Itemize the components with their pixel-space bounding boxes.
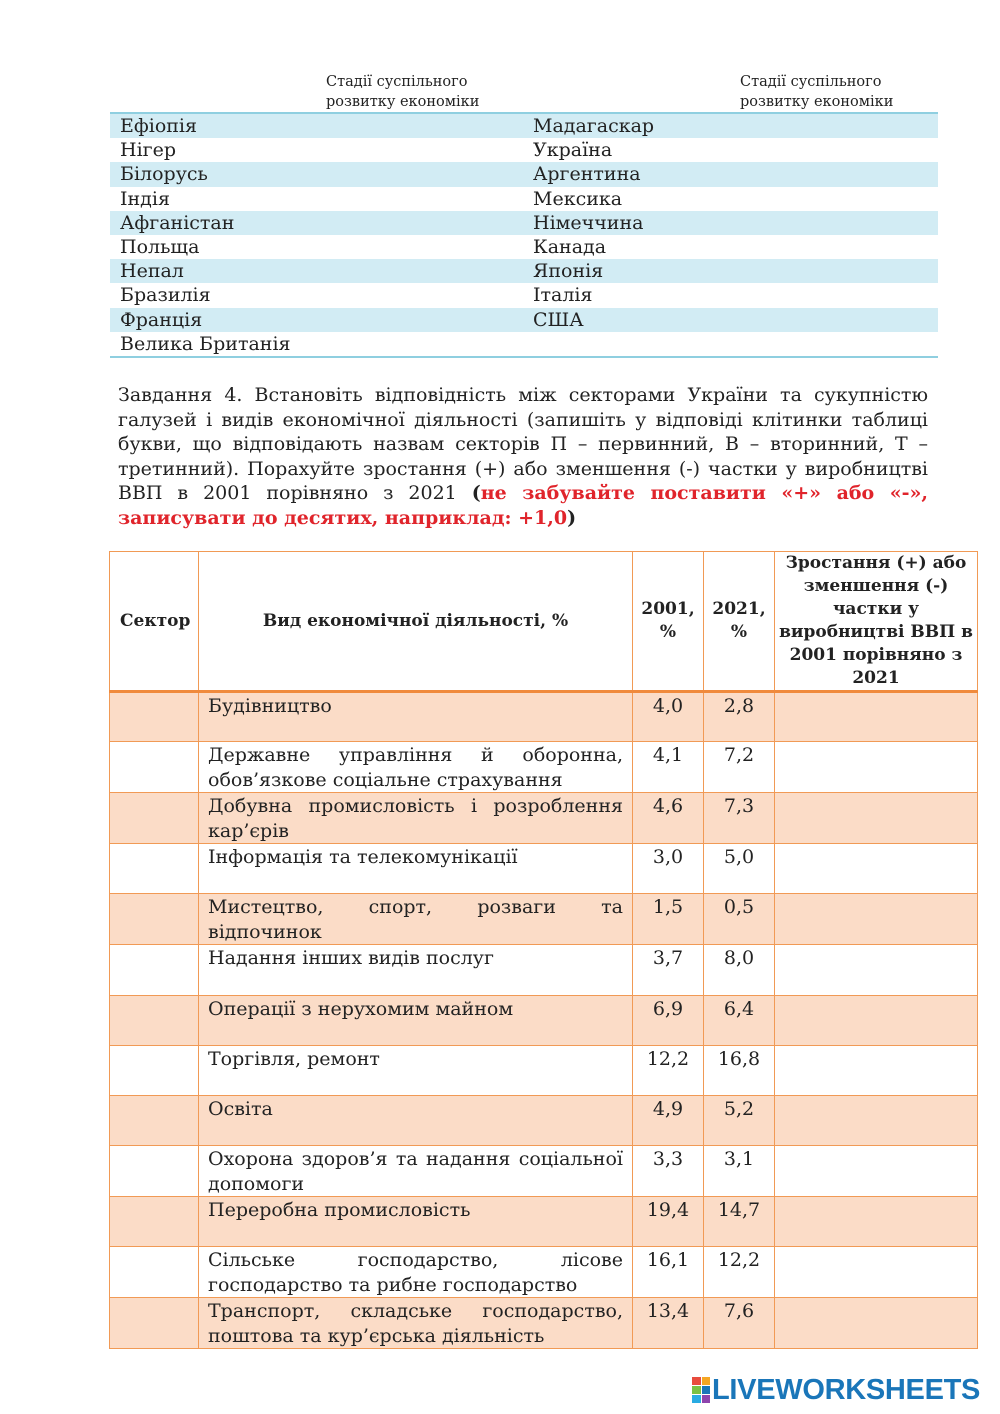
stage-header-right: Стадії суспільного розвитку економіки [740,74,894,110]
value-2001: 6,9 [633,995,704,1045]
country-left: Білорусь [120,163,208,186]
country-right: Німеччина [533,211,644,234]
activity-name: Будівництво [199,692,633,742]
change-answer-cell[interactable] [775,692,978,742]
paren-close: ) [567,506,577,529]
paren-open: ( [471,482,481,505]
divider [110,356,938,358]
header-2001: 2001, % [633,552,704,692]
activity-name: Надання інших видів послуг [199,945,633,995]
country-left: Індія [120,187,170,210]
table-row [110,1247,978,1298]
country-left: Польща [120,235,200,258]
table-row [110,844,978,894]
activity-name: Сільське господарство, лісове господарство та рибне господарство [199,1247,633,1298]
table-row [110,793,978,844]
activity-name: Освіта [199,1095,633,1145]
value-2021: 5,0 [704,844,775,894]
countries-table [110,72,938,358]
country-right: Канада [533,235,607,258]
task-instructions: Завдання 4. Встановіть відповідність між секторами України та сукупністю галузей і видів економічної діяльності (запишіть у відповіді клітинки таблиці букви, що відповідають назвам секторів П – первинний, В – вторинний, Т – третинний). Порахуйте зростання (+) або зменшення (-) частки у виробництві ВВП в 2001 порівняно з 2021 [118,384,928,505]
change-answer-cell[interactable] [775,945,978,995]
country-row [110,162,938,186]
activity-name: Мистецтво, спорт, розваги та відпочинок [199,894,633,945]
sector-answer-cell[interactable] [110,894,199,945]
value-2021: 6,4 [704,995,775,1045]
value-2021: 7,2 [704,742,775,793]
value-2001: 1,5 [633,894,704,945]
logo-square [702,1377,711,1385]
activity-name: Державне управління й оборонна, обов’язкове соціальне страхування [199,742,633,793]
sector-answer-cell[interactable] [110,793,199,844]
country-row [110,211,938,235]
logo-square [692,1377,701,1385]
value-2021: 0,5 [704,894,775,945]
country-left: Велика Британія [120,332,291,355]
country-row [110,235,938,259]
change-answer-cell[interactable] [775,894,978,945]
change-answer-cell[interactable] [775,995,978,1045]
logo-square [692,1386,701,1394]
value-2021: 16,8 [704,1045,775,1095]
value-2021: 3,1 [704,1146,775,1197]
country-row [110,187,938,211]
table-row [110,742,978,793]
activity-name: Інформація та телекомунікації [199,844,633,894]
value-2021: 2,8 [704,692,775,742]
change-answer-cell[interactable] [775,1045,978,1095]
country-right: Аргентина [533,163,641,186]
table-row [110,1146,978,1197]
table-row [110,894,978,945]
activity-name: Добувна промисловість і розроблення кар’єрів [199,793,633,844]
logo-icon [692,1377,710,1403]
logo-square [702,1386,711,1394]
value-2001: 16,1 [633,1247,704,1298]
country-left: Нігер [120,139,177,162]
value-2021: 12,2 [704,1247,775,1298]
header-change: Зростання (+) або зменшення (-) частки у виробництві ВВП в 2001 порівняно з 2021 [775,552,978,692]
value-2001: 3,0 [633,844,704,894]
value-2001: 13,4 [633,1298,704,1349]
logo-square [702,1395,711,1403]
value-2001: 19,4 [633,1197,704,1247]
value-2001: 3,7 [633,945,704,995]
sector-answer-cell[interactable] [110,1146,199,1197]
logo-square [692,1395,701,1403]
country-right: США [533,308,584,331]
value-2001: 4,1 [633,742,704,793]
sectors-table [109,551,978,1349]
change-answer-cell[interactable] [775,1095,978,1145]
task-4-text [118,383,928,531]
country-row [110,114,938,138]
table-header-row [110,552,978,692]
sector-answer-cell[interactable] [110,692,199,742]
sector-answer-cell[interactable] [110,995,199,1045]
activity-name: Торгівля, ремонт [199,1045,633,1095]
country-right: Японія [533,260,604,283]
value-2021: 8,0 [704,945,775,995]
header-2021: 2021, % [704,552,775,692]
sector-answer-cell[interactable] [110,1247,199,1298]
country-left: Франція [120,308,203,331]
country-left: Непал [120,260,184,283]
change-answer-cell[interactable] [775,1298,978,1349]
value-2021: 7,3 [704,793,775,844]
sector-answer-cell[interactable] [110,945,199,995]
country-right: Італія [533,284,593,307]
country-row [110,308,938,332]
value-2001: 3,3 [633,1146,704,1197]
header-activity: Вид економічної діяльності, % [199,552,633,692]
sector-answer-cell[interactable] [110,1197,199,1247]
sector-answer-cell[interactable] [110,1298,199,1349]
country-right: Мадагаскар [533,115,655,137]
stage-header-left: Стадії суспільного розвитку економіки [326,74,480,110]
countries-header [110,72,938,112]
liveworksheets-logo [692,1374,980,1406]
table-row [110,995,978,1045]
value-2021: 14,7 [704,1197,775,1247]
table-row [110,1045,978,1095]
country-left: Ефіопія [120,115,197,137]
change-answer-cell[interactable] [775,793,978,844]
activity-name: Транспорт, складське господарство, поштова та кур’єрська діяльність [199,1298,633,1349]
change-answer-cell[interactable] [775,844,978,894]
country-row [110,138,938,162]
value-2021: 7,6 [704,1298,775,1349]
table-row [110,1197,978,1247]
sector-answer-cell[interactable] [110,844,199,894]
country-row [110,332,938,356]
activity-name: Охорона здоров’я та надання соціальної допомоги [199,1146,633,1197]
change-answer-cell[interactable] [775,1247,978,1298]
table-row [110,1298,978,1349]
activity-name: Операції з нерухомим майном [199,995,633,1045]
table-row [110,945,978,995]
value-2001: 4,0 [633,692,704,742]
country-left: Бразилія [120,284,211,307]
sector-answer-cell[interactable] [110,1045,199,1095]
change-answer-cell[interactable] [775,1146,978,1197]
sector-answer-cell[interactable] [110,742,199,793]
country-left: Афганістан [120,211,235,234]
country-right: Україна [533,139,613,162]
value-2021: 5,2 [704,1095,775,1145]
value-2001: 4,9 [633,1095,704,1145]
table-row [110,1095,978,1145]
logo-text: LIVEWORKSHEETS [712,1373,981,1406]
country-row [110,283,938,307]
activity-name: Переробна промисловість [199,1197,633,1247]
table-row [110,692,978,742]
change-answer-cell[interactable] [775,1197,978,1247]
task-red-note: не забувайте поставити «+» або «-», записувати до десятих, наприклад: +1,0 [118,482,928,529]
value-2001: 4,6 [633,793,704,844]
change-answer-cell[interactable] [775,742,978,793]
country-row [110,259,938,283]
header-sector: Сектор [110,552,199,692]
sector-answer-cell[interactable] [110,1095,199,1145]
value-2001: 12,2 [633,1045,704,1095]
country-right: Мексика [533,187,623,210]
